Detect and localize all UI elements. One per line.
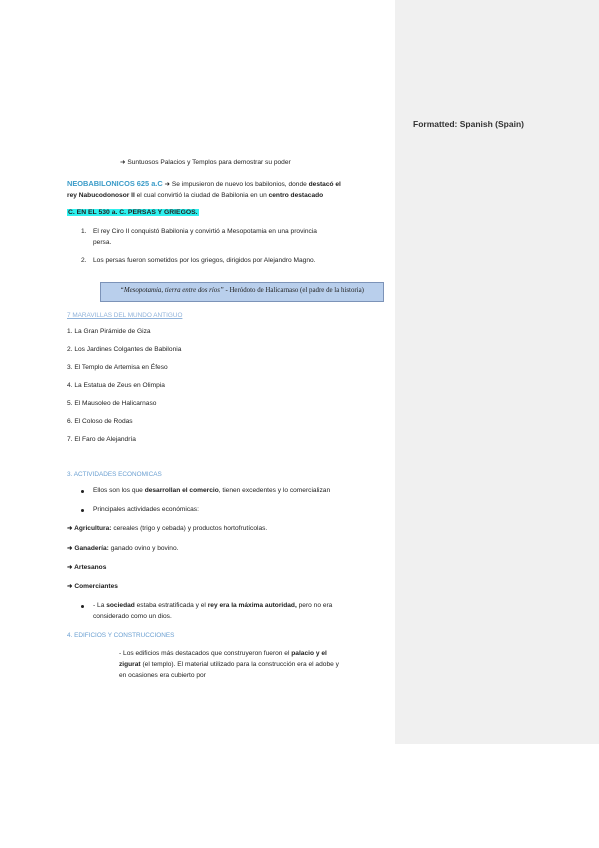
maravillas-heading: 7 MARAVILLAS DEL MUNDO ANTIGUO [67,312,183,319]
bullet-icon [81,490,84,493]
artesanos-line [67,563,106,573]
neo-line-2 [67,191,323,201]
neo-text-2: el cual convirtió la ciudad de Babilonia en un [134,192,269,199]
agricultura-label: ➜ Agricultura: [67,525,112,532]
numbered-item-2-line-1: Los persas fueron sometidos por los griegos, dirigidos por Alejandro Magno. [93,257,316,264]
persas-heading [67,208,199,218]
maravilla-item: 3. El Templo de Artemisa en Éfeso [67,364,168,371]
arrow-line: ➜ Suntuosos Palacios y Templos para demostrar su poder [120,159,291,166]
maravilla-item: 2. Los Jardines Colgantes de Babilonia [67,346,182,353]
neo-bold-3: centro destacado [268,192,324,199]
numbered-item-1-num: 1. [81,228,87,235]
neo-line-1 [67,179,341,190]
edificios-post: (el templo). El material utilizado para la construcción era el adobe y [140,661,339,668]
actividades-bullet-1 [93,486,330,496]
quote-text [101,287,383,294]
persas-heading-text: C. EN EL 530 a. C. PERSAS Y GRIEGOS. [68,209,198,216]
sociedad-line-1 [93,601,332,611]
sociedad-post: pero no era [296,602,333,609]
sociedad-pre: - La [93,602,107,609]
edificios-bold-1: palacio y el [291,650,327,657]
edificios-bold-2: zigurat [119,661,141,668]
comment-sidebar [395,0,599,744]
comerciantes-line [67,582,118,592]
bullet-icon [81,605,84,608]
quote-italic: “Mesopotamia, tierra entre dos ríos” [120,287,224,294]
bullet-icon [81,509,84,512]
neo-bold-1: destacó el [308,181,341,188]
actividades-heading: 3. ACTIVIDADES ECONOMICAS [67,471,162,478]
edificios-line-1 [119,649,327,659]
artesanos-label: ➜ Artesanos [67,564,107,571]
agricultura-line [67,524,267,534]
ganaderia-text: ganado ovino y bovino. [108,545,179,552]
bullet-1-pre: Ellos son los que [93,487,145,494]
edificios-pre: - Los edificios más destacados que construyeron fueron el [119,650,292,657]
numbered-item-1-line-1: El rey Ciro II conquistó Babilonia y convirtió a Mesopotamia en una provincia [93,228,317,235]
maravilla-item: 4. La Estatua de Zeus en Olimpia [67,382,165,389]
maravilla-item: 7. El Faro de Alejandría [67,436,136,443]
edificios-line-3: en ocasiones era cubierto por [119,672,206,679]
edificios-heading: 4. EDIFICIOS Y CONSTRUCCIONES [67,632,175,639]
agricultura-text: cereales (trigo y cebada) y productos hortofrutícolas. [111,525,268,532]
quote-box [100,282,384,302]
sociedad-bold-2: rey era la máxima autoridad, [207,602,297,609]
numbered-item-1-line-2: persa. [93,239,112,246]
maravilla-item: 5. El Mausoleo de Halicarnaso [67,400,157,407]
comerciantes-label: ➜ Comerciantes [67,583,118,590]
neo-heading: NEOBABILONICOS 625 a.C [67,179,163,188]
format-comment-title: Formatted: Spanish (Spain) [413,119,524,129]
quote-rest: - Heródoto de Halicarnaso (el padre de la historia) [223,287,364,294]
neo-bold-2: rey Nabucodonosor II [67,192,135,199]
maravilla-item: 1. La Gran Pirámide de Giza [67,328,151,335]
actividades-bullet-2: Principales actividades económicas: [93,506,199,513]
neo-text-1: ➜ Se impusieron de nuevo los babilonios, donde [162,181,309,188]
sociedad-line-2: considerado como un dios. [93,613,172,620]
edificios-line-2 [119,660,339,670]
bullet-1-post: , tienen excedentes y lo comercializan [218,487,331,494]
bullet-1-bold: desarrollan el comercio [144,487,219,494]
numbered-item-2-num: 2. [81,257,87,264]
ganaderia-label: ➜ Ganadería: [67,545,109,552]
maravilla-item: 6. El Coloso de Rodas [67,418,133,425]
ganaderia-line [67,544,178,554]
sociedad-mid: estaba estratificada y el [134,602,208,609]
sociedad-bold-1: sociedad [106,602,135,609]
